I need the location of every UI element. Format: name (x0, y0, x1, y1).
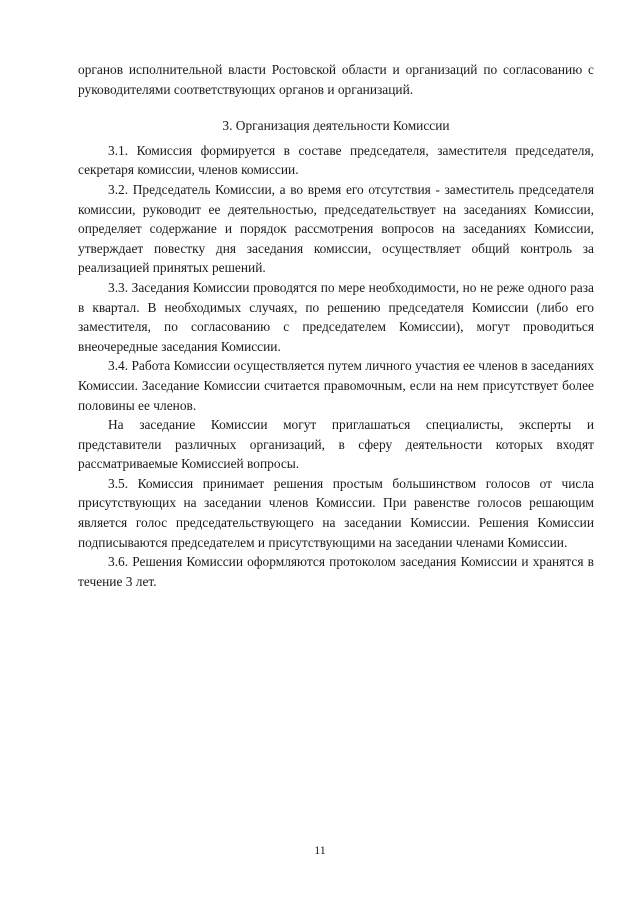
paragraph-3-5: 3.5. Комиссия принимает решения простым большинством голосов от числа присутствующих на заседании членов Комиссии. При равенстве голосов решающим является голос председательствующего на заседании Комиссии. Решения Комиссии подписываются председателем и присутствующими на заседании членами Комиссии. (78, 475, 594, 550)
page-number: 11 (314, 843, 326, 857)
continuation-paragraph: органов исполнительной власти Ростовской области и организаций по согласованию с руководителями соответствующих органов и организаций. (78, 62, 594, 97)
paragraph-3-4: 3.4. Работа Комиссии осуществляется путем личного участия ее членов в заседаниях Комиссии. Заседание Комиссии считается правомочным, если на нем присутствует более половины ее членов. (78, 358, 594, 413)
section-heading: 3. Организация деятельности Комиссии (222, 118, 450, 134)
paragraph-3-2: 3.2. Председатель Комиссии, а во время его отсутствия - заместитель председателя комиссии, руководит ее деятельностью, председательствует на заседаниях Комиссии, определяет содержание и порядок рассмотрения вопросов на заседаниях Комиссии, утверждает повестку дня заседания комиссии, осуществляет общий контроль за реализацией принятых решений. (78, 181, 594, 276)
paragraph-3-3: 3.3. Заседания Комиссии проводятся по мере необходимости, но не реже одного раза в квартал. В необходимых случаях, по решению председателя Комиссии (либо его заместителя, по согласованию с председателем Комиссии), могут проводиться внеочередные заседания Комиссии. (78, 279, 594, 354)
paragraph-invited-experts: На заседание Комиссии могут приглашаться специалисты, эксперты и представители различных организаций, в сферу деятельности которых входят рассматриваемые Комиссией вопросы. (78, 417, 594, 472)
paragraph-3-1: 3.1. Комиссия формируется в составе председателя, заместителя председателя, секретаря комиссии, членов комиссии. (78, 142, 594, 178)
document-page (78, 60, 594, 591)
paragraph-3-6: 3.6. Решения Комиссии оформляются протоколом заседания Комиссии и хранятся в течение 3 лет. (78, 554, 594, 589)
